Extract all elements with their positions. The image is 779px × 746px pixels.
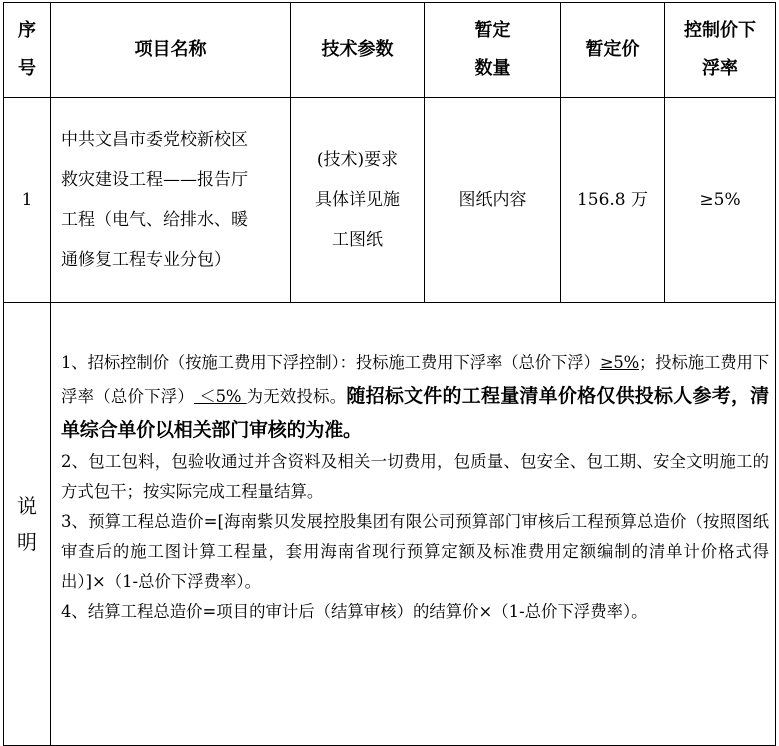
project-name-line: 通修复工程专业分包） [61, 250, 231, 270]
note-1 [61, 347, 769, 447]
header-row [4, 3, 776, 98]
tech-line: 具体详见施 [315, 190, 400, 210]
header-qty-line1: 暂定 [474, 20, 511, 41]
header-rate [665, 3, 776, 98]
notes-label-line1: 说 [17, 494, 37, 518]
procurement-table [3, 2, 776, 746]
tech-line: 工图纸 [332, 230, 383, 250]
table-row [4, 98, 776, 303]
cell-price: 156.8 万 [561, 98, 665, 303]
project-name-line: 救灾建设工程——报告厅 [61, 170, 248, 190]
note-1-part-c: ；投标施工费用下浮率（总价下浮） [61, 353, 769, 406]
note-4: 4、结算工程总造价=项目的审计后（结算审核）的结算价×（1-总价下浮费率）。 [61, 602, 648, 621]
tech-line: (技术)要求 [316, 150, 399, 170]
cell-tech-params [291, 98, 425, 303]
project-name-line: 工程（电气、给排水、暖 [61, 210, 248, 230]
header-seq-line2: 号 [18, 58, 36, 79]
note-1-part-e: 为无效投标。 [246, 387, 347, 406]
header-qty [425, 3, 561, 98]
note-1-bold: 随招标文件的工程量清单价格仅供投标人参考，清单综合单价以相关部门审核的为准。 [61, 385, 769, 441]
note-2: 2、包工包料，包验收通过并含资料及相关一切费用，包质量、包安全、包工期、安全文明施工的方式包干；按实际完成工程量结算。 [61, 452, 769, 501]
notes-label-line2: 明 [17, 530, 37, 554]
header-seq [4, 3, 51, 98]
note-1-invalid-threshold: ＜5% [193, 387, 247, 406]
header-seq-line1: 序 [18, 20, 36, 41]
project-name-line: 中共文昌市委党校新校区 [61, 130, 248, 150]
notes-content [51, 303, 776, 746]
header-rate-line2: 浮率 [702, 58, 738, 79]
header-project-name: 项目名称 [51, 3, 291, 98]
header-price: 暂定价 [561, 3, 665, 98]
notes-label [4, 303, 51, 746]
cell-rate: ≥5% [665, 98, 776, 303]
header-rate-line1: 控制价下 [684, 20, 756, 41]
note-1-part-a: 1、招标控制价（按施工费用下浮控制）：投标施工费用下浮率（总价下浮） [61, 353, 600, 372]
header-qty-line2: 数量 [474, 58, 511, 79]
cell-seq: 1 [4, 98, 51, 303]
note-1-rate-threshold: ≥5% [599, 353, 639, 372]
header-tech-params: 技术参数 [291, 3, 425, 98]
cell-project-name [51, 98, 291, 303]
cell-qty: 图纸内容 [425, 98, 561, 303]
note-3: 3、预算工程总造价=[海南紫贝发展控股集团有限公司预算部门审核后工程预算总造价（按照图纸审查后的施工图计算工程量，套用海南省现行预算定额及标准费用定额编制的清单计价格式得出）]×（1-总价下浮费率）。 [61, 512, 769, 591]
notes-row [4, 303, 776, 746]
